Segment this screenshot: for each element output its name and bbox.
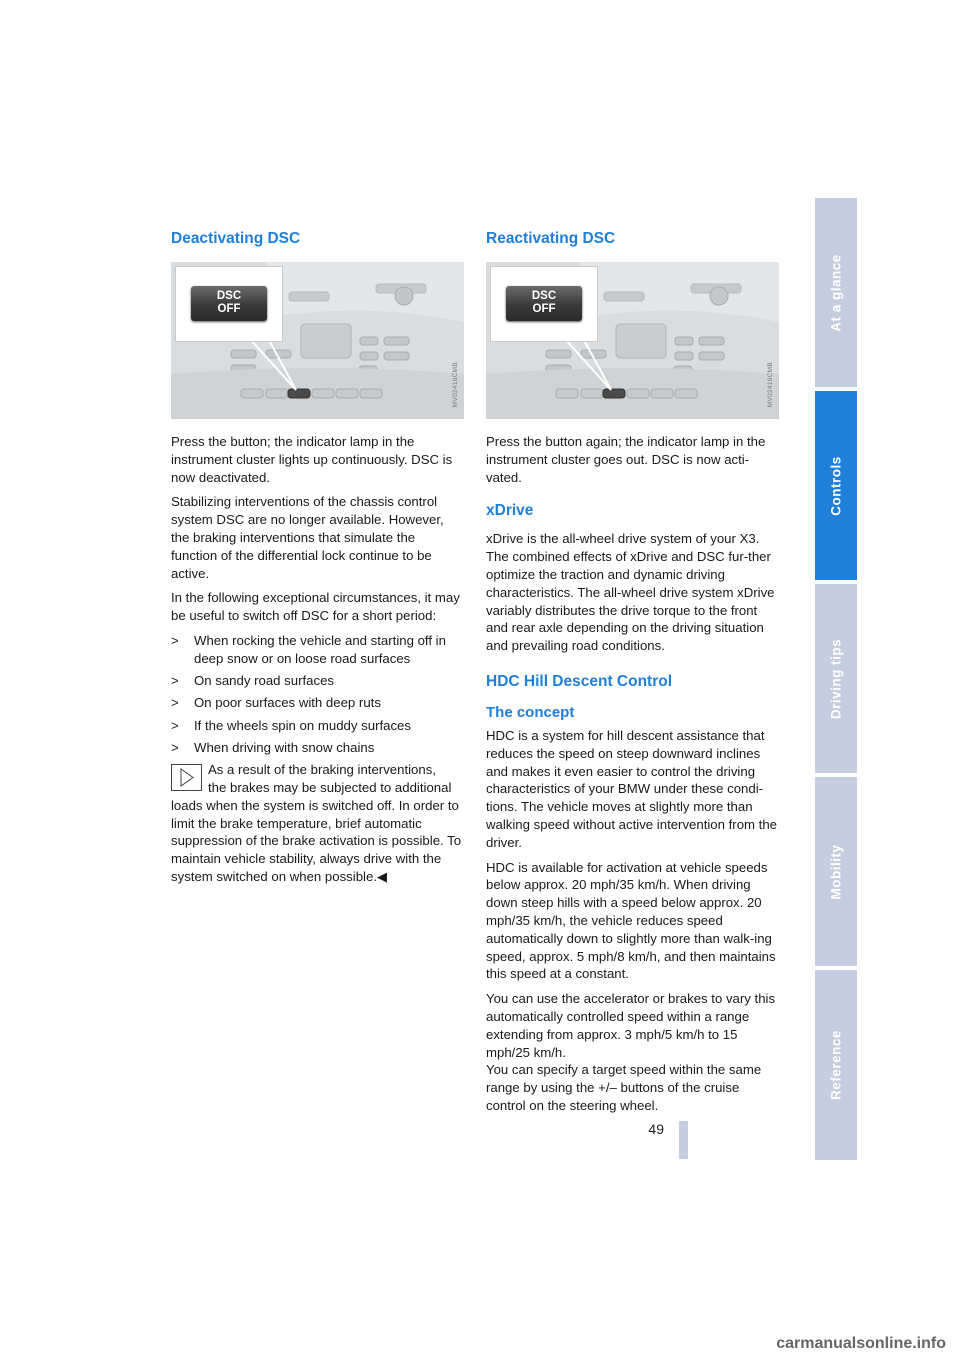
list-item	[171, 717, 464, 735]
tab-label: Reference	[828, 1030, 844, 1100]
note-line-2: the brakes may be subjected to additional	[208, 780, 452, 796]
dsc-button-label-line2: OFF	[532, 303, 556, 315]
figure-code: MV02416CMB	[452, 362, 459, 408]
list-item-text: On poor surfaces with deep ruts	[194, 695, 381, 711]
note-rest: loads when the system is switched off. In order to limit the brake temperature, brief automatic suppression of the brake activation is possible. To maintain vehicle stability, always drive with the system switched on when possible.	[171, 797, 462, 885]
paragraph: HDC is a system for hill descent assistance that reduces the speed on steep downward inclines and makes it even easier to control the driving characteristics of your BMW under these condi-tions. The vehicle moves at slightly more than walking speed without active intervention from the driver.	[486, 727, 778, 850]
paragraph: xDrive is the all-wheel drive system of your X3. The combined effects of xDrive and DSC fur-ther optimize the traction and dynamic driving characteristics. The all-wheel drive system xDrive variably distributes the drive torque to the front and rear axle depending on the driving situation and prevailing road conditions.	[486, 531, 775, 654]
paragraph: In the following exceptional circumstances, it may be useful to switch off DSC for a short period:	[171, 590, 460, 624]
paragraph-part: You can use the accelerator or brakes to vary this automatically controlled speed within a range extending from approx. 3 mph/5 km/h to 15 mph/25 km/h.	[486, 991, 776, 1060]
paragraph: Press the button; the indicator lamp in the instrument cluster lights up continuously. DSC is now deactivated.	[171, 434, 453, 485]
dsc-button-illustration	[486, 262, 779, 419]
caution-note	[171, 761, 464, 886]
dsc-off-button	[191, 286, 267, 321]
section-heading-reactivating-dsc: Reactivating DSC	[486, 230, 616, 247]
list-item-text: On sandy road surfaces	[194, 673, 335, 689]
tab-mobility[interactable]	[815, 777, 857, 966]
tab-reference[interactable]	[815, 970, 857, 1160]
section-heading-hdc: HDC Hill Descent Control	[486, 672, 673, 690]
section-heading-deactivating-dsc: Deactivating DSC	[171, 230, 301, 247]
paragraph: HDC is available for activation at vehicle speeds below approx. 20 mph/35 km/h. When driving down steep hills with a speed below approx. 20 mph/35 km/h, the vehicle reduces speed automatically down to slightly more than walk-ing speed, approx. 5 mph/8 km/h, and then maintains this speed at a constant.	[486, 859, 776, 982]
bullet-marker: >	[171, 717, 179, 733]
dsc-button-callout	[175, 266, 283, 342]
page-number: 49	[648, 1121, 664, 1137]
tab-driving-tips[interactable]	[815, 584, 857, 773]
paragraph: Stabilizing interventions of the chassis control system DSC are no longer available. However, the braking interventions that simulate the function of the differential lock continue to be active.	[171, 494, 444, 581]
list-item	[171, 632, 464, 668]
dsc-button-callout	[490, 266, 598, 342]
end-mark: ◀	[376, 869, 388, 885]
list-item	[171, 672, 464, 690]
list-item-text: If the wheels spin on muddy surfaces	[194, 717, 411, 733]
caution-triangle-icon	[171, 764, 202, 791]
dsc-button-illustration	[171, 262, 464, 419]
watermark: carmanualsonline.info	[776, 1335, 946, 1352]
page-number-bar	[679, 1121, 688, 1159]
tab-at-a-glance[interactable]	[815, 198, 857, 387]
list-item	[171, 739, 464, 757]
tab-label: At a glance	[828, 253, 844, 332]
dsc-button-label-line2: OFF	[217, 303, 241, 315]
bullet-marker: >	[171, 739, 179, 755]
bullet-marker: >	[171, 673, 179, 689]
paragraph	[486, 990, 779, 1115]
right-column	[486, 228, 779, 1115]
tab-label: Controls	[828, 455, 844, 516]
subheading-the-concept: The concept	[486, 703, 575, 721]
note-line-1: As a result of the braking interventions,	[208, 762, 436, 778]
left-column	[171, 228, 464, 886]
chapter-tabs	[815, 198, 857, 1160]
circumstances-list	[171, 632, 464, 757]
paragraph: Press the button again; the indicator lamp in the instrument cluster goes out. DSC is now acti-vated.	[486, 434, 766, 485]
dsc-button-label-line1: DSC	[216, 290, 242, 302]
dsc-off-button	[506, 286, 582, 321]
tab-controls[interactable]	[815, 391, 857, 580]
list-item-text: When rocking the vehicle and starting off in deep snow or on loose road surfaces	[194, 632, 446, 666]
note-text	[171, 761, 464, 886]
figure-code: MV02416CMB	[767, 362, 774, 408]
bullet-marker: >	[171, 632, 179, 648]
paragraph-part: You can specify a target speed within the same range by using the +/– buttons of the cruise control on the steering wheel.	[486, 1062, 762, 1113]
tab-label: Driving tips	[828, 638, 844, 719]
tab-label: Mobility	[828, 844, 844, 899]
list-item-text: When driving with snow chains	[194, 739, 375, 755]
section-heading-xdrive: xDrive	[486, 502, 534, 520]
list-item	[171, 694, 464, 712]
bullet-marker: >	[171, 695, 179, 711]
dsc-button-label-line1: DSC	[531, 290, 557, 302]
